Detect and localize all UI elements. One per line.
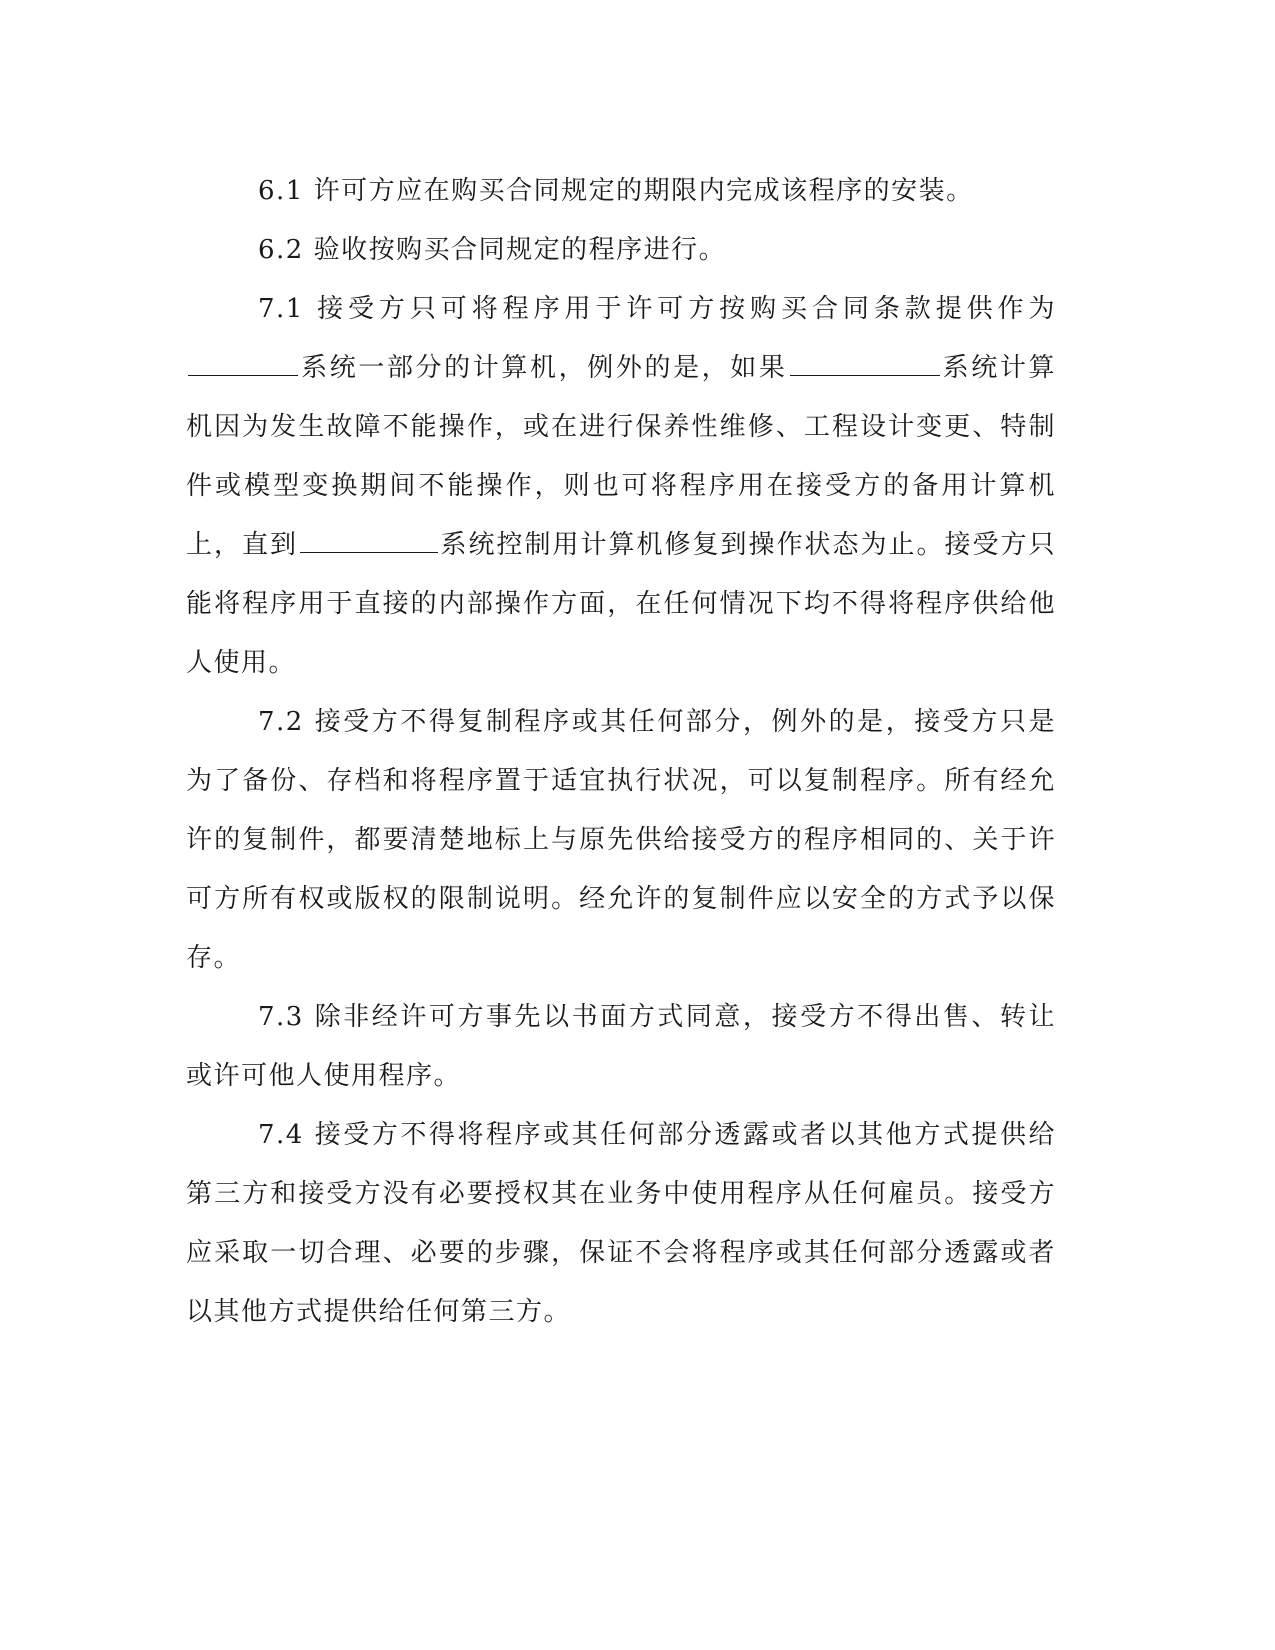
fill-in-blank bbox=[790, 349, 940, 376]
clause-text: 许可方应在购买合同规定的期限内完成该程序的安装。 bbox=[313, 176, 974, 206]
clause-text: 接受方不得复制程序或其任何部分，例外的是，接受方只是为了备份、存档和将程序置于适宜执行状况，可以复制程序。所有经允许的复制件，都要清楚地标上与原先供给接受方的程序相同的、关于许可方所有权或版权的限制说明。经允许的复制件应以安全的方式予以保存。 bbox=[186, 707, 1056, 973]
clause-number: 7.3 bbox=[258, 1002, 304, 1032]
clause-text: 除非经许可方事先以书面方式同意，接受方不得出售、转让或许可他人使用程序。 bbox=[186, 1002, 1056, 1091]
document-body bbox=[186, 162, 1056, 1342]
clause-text-part-4: 系统控制用计算机修复到操作状态为止。接受方只能将程序用于直接的内部操作方面，在任何情况下均不得将程序供给他人使用。 bbox=[186, 530, 1056, 678]
clause-number: 7.4 bbox=[258, 1120, 304, 1150]
clause-7-3 bbox=[186, 988, 1056, 1106]
clause-7-1 bbox=[186, 280, 1056, 693]
clause-text: 接受方不得将程序或其任何部分透露或者以其他方式提供给第三方和接受方没有必要授权其在业务中使用程序从任何雇员。接受方应采取一切合理、必要的步骤，保证不会将程序或其任何部分透露或者以其他方式提供给任何第三方。 bbox=[186, 1120, 1056, 1327]
clause-number: 6.2 bbox=[258, 235, 304, 265]
clause-7-2 bbox=[186, 693, 1056, 988]
fill-in-blank bbox=[188, 349, 298, 376]
clause-text-part-3: 系统计算机因为发生故障不能操作，或在进行保养性维修、工程设计变更、特制件或模型变换期间不能操作，则也可将程序用在接受方的备用计算机上，直到 bbox=[186, 353, 1056, 560]
clause-text: 验收按购买合同规定的程序进行。 bbox=[313, 235, 727, 265]
clause-number: 7.2 bbox=[258, 707, 304, 737]
clause-text-part-2: 系统一部分的计算机，例外的是，如果 bbox=[300, 353, 788, 383]
clause-number: 6.1 bbox=[258, 176, 304, 206]
clause-number: 7.1 bbox=[258, 294, 304, 324]
fill-in-blank bbox=[300, 526, 438, 553]
clause-6-1 bbox=[186, 162, 1056, 221]
clause-6-2 bbox=[186, 221, 1056, 280]
clause-text-part-1: 接受方只可将程序用于许可方按购买合同条款提供作为 bbox=[317, 294, 1056, 324]
clause-7-4 bbox=[186, 1106, 1056, 1342]
